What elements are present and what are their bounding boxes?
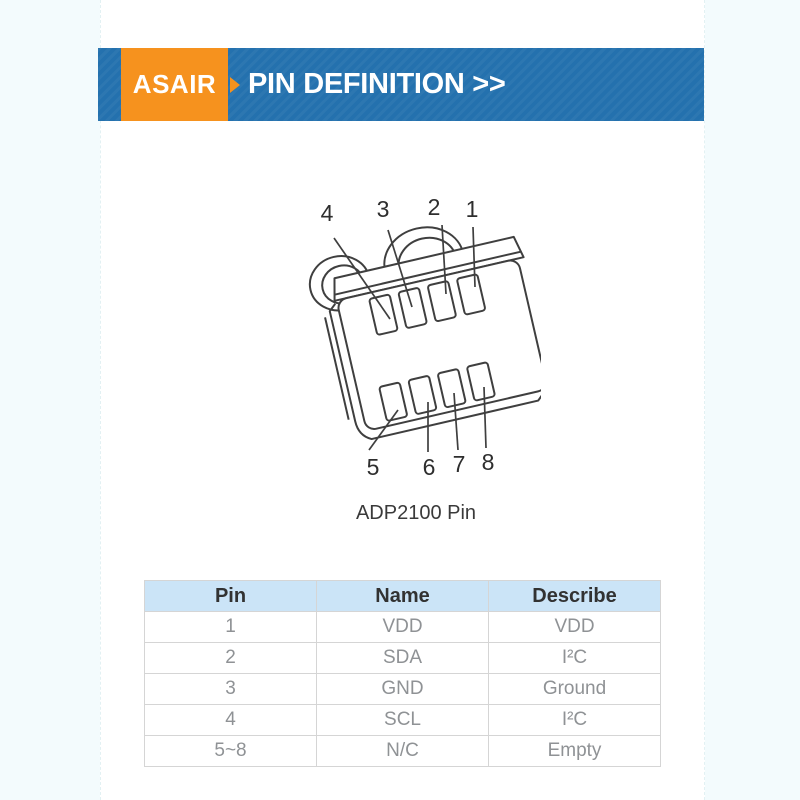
table-cell: I²C [489, 705, 661, 736]
pin-table [144, 580, 661, 767]
table-header-cell-name: Name [317, 581, 489, 612]
table-cell: 1 [145, 612, 317, 643]
table-cell: N/C [317, 736, 489, 767]
sensor-package [302, 207, 541, 445]
table-cell: 5~8 [145, 736, 317, 767]
table-cell: SDA [317, 643, 489, 674]
pin-table-body [145, 612, 661, 767]
table-row [145, 674, 661, 705]
table-cell: 2 [145, 643, 317, 674]
diagram-caption: ADP2100 Pin [355, 502, 477, 524]
content-card [100, 0, 705, 800]
brand-name: ASAIR [132, 69, 217, 99]
pin-number-label: 6 [422, 454, 436, 480]
header-banner [98, 48, 704, 121]
table-header-cell-describe: Describe [489, 581, 661, 612]
brand-logo [121, 48, 228, 121]
section-title: PIN DEFINITION >> [248, 68, 506, 100]
pin-number-label: 4 [320, 200, 334, 226]
table-row [145, 736, 661, 767]
pin-table-head [145, 581, 661, 612]
pin-number-label: 1 [465, 196, 479, 222]
table-row [145, 643, 661, 674]
table-cell: I²C [489, 643, 661, 674]
table-row [145, 612, 661, 643]
table-cell: Ground [489, 674, 661, 705]
chevron-right-icon [230, 77, 240, 93]
table-cell: Empty [489, 736, 661, 767]
pin-number-label: 7 [452, 451, 466, 477]
table-cell: VDD [317, 612, 489, 643]
table-cell: 3 [145, 674, 317, 705]
table-header-row [145, 581, 661, 612]
table-cell: SCL [317, 705, 489, 736]
table-cell: VDD [489, 612, 661, 643]
pin-number-label: 3 [376, 196, 390, 222]
pin-number-label: 5 [366, 454, 380, 480]
table-header-cell-pin: Pin [145, 581, 317, 612]
pin-number-label: 8 [481, 449, 495, 475]
table-cell: 4 [145, 705, 317, 736]
pin-diagram [291, 190, 541, 500]
pin-number-label: 2 [427, 194, 441, 220]
table-cell: GND [317, 674, 489, 705]
table-row [145, 705, 661, 736]
